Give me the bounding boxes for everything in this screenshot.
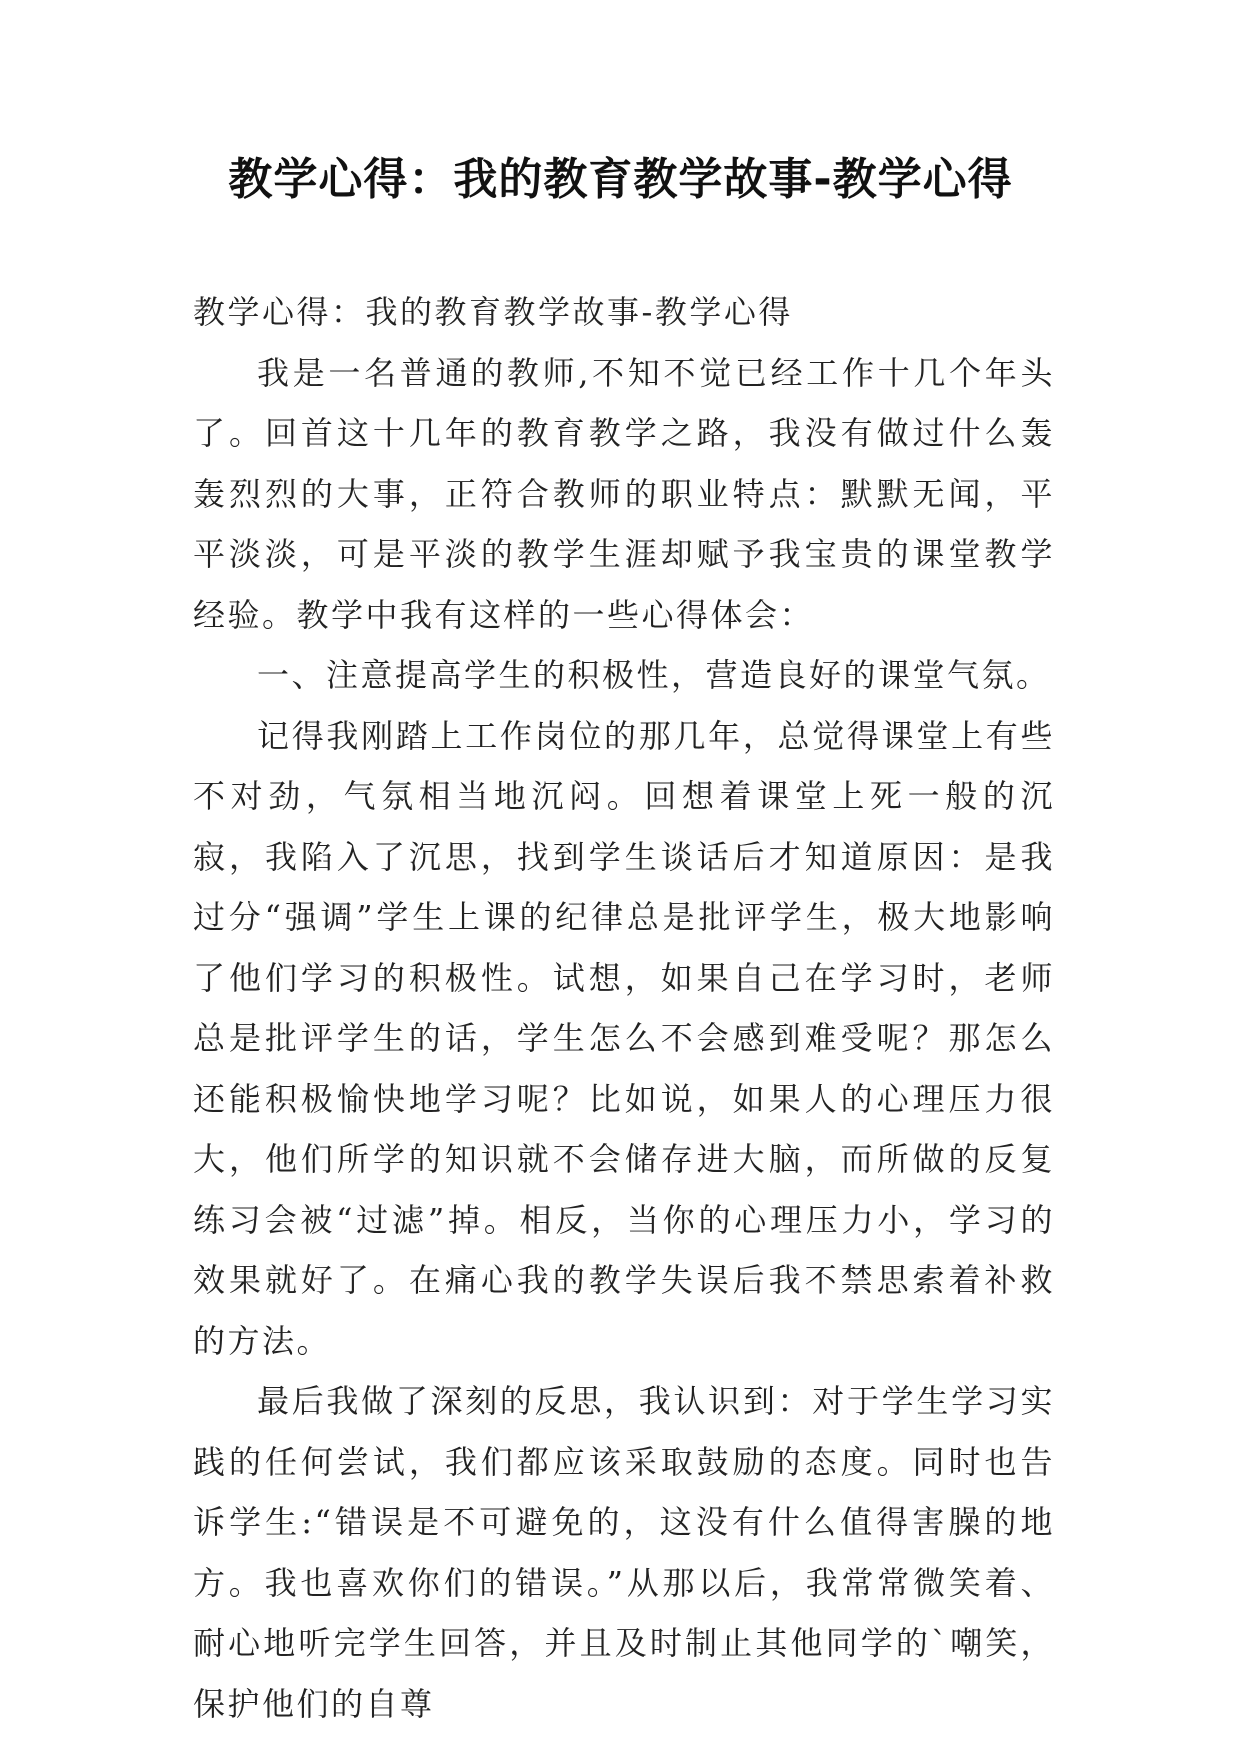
paragraph-memory: 记得我刚踏上工作岗位的那几年，总觉得课堂上有些不对劲，气氛相当地沉闷。回想着课堂上死一般的沉寂，我陷入了沉思，找到学生谈话后才知道原因：是我过分“强调”学生上课的纪律总是批评学生，极大地影响了他们学习的积极性。试想，如果自己在学习时，老师总是批评学生的话，学生怎么不会感到难受呢？那怎么还能积极愉快地学习呢？比如说，如果人的心理压力很大，他们所学的知识就不会储存进大脑，而所做的反复练习会被“过滤”掉。相反，当你的心理压力小，学习的效果就好了。在痛心我的教学失误后我不禁思索着补救的方法。 [193,716,1055,1360]
paragraph-heading-line: 教学心得：我的教育教学故事-教学心得 [193,293,793,331]
paragraph-section-heading: 一、注意提高学生的积极性，营造良好的课堂气氛。 [257,656,1051,694]
paragraph-intro: 我是一名普通的教师,不知不觉已经工作十几个年头了。回首这十几年的教育教学之路，我没有做过什么轰轰烈烈的大事，正符合教师的职业特点：默默无闻，平平淡淡，可是平淡的教学生涯却赋予我宝贵的课堂教学经验。教学中我有这样的一些心得体会： [193,353,1055,634]
document-body [193,282,1055,1734]
document-title: 教学心得：我的教育教学故事-教学心得 [228,154,1013,205]
paragraph-reflection: 最后我做了深刻的反思，我认识到：对于学生学习实践的任何尝试，我们都应该采取鼓励的态度。同时也告诉学生:“错误是不可避免的，这没有什么值得害臊的地方。我也喜欢你们的错误。”从那以后，我常常微笑着、耐心地听完学生回答，并且及时制止其他同学的`嘲笑，保护他们的自尊 [193,1382,1055,1723]
